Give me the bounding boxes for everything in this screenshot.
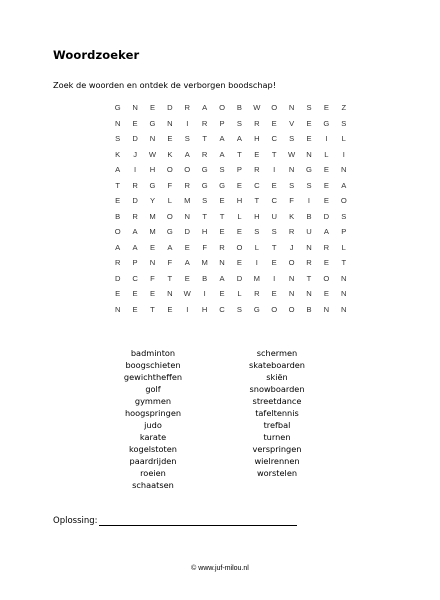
grid-cell[interactable]: E — [306, 134, 312, 143]
grid-cell[interactable]: N — [306, 289, 312, 298]
word-list-item: schermen — [256, 348, 298, 358]
grid-cell[interactable]: N — [306, 149, 312, 159]
grid-cell[interactable]: E — [167, 134, 173, 143]
grid-cell[interactable]: N — [288, 273, 295, 283]
grid-cell[interactable]: I — [273, 165, 276, 174]
grid-cell[interactable]: N — [149, 134, 156, 143]
grid-cell[interactable]: O — [219, 103, 225, 112]
word-list-item: verspringen — [252, 444, 302, 454]
grid-cell[interactable]: I — [342, 149, 345, 159]
grid-cell[interactable]: R — [201, 149, 208, 159]
grid-cell[interactable]: M — [149, 211, 156, 221]
grid-cell[interactable]: J — [133, 149, 137, 159]
grid-cell[interactable]: A — [236, 134, 242, 143]
grid-cell[interactable]: W — [183, 289, 191, 298]
grid-cell[interactable]: E — [323, 103, 329, 112]
grid-cell[interactable]: R — [323, 242, 330, 252]
grid-cell[interactable]: E — [323, 258, 329, 267]
grid-cell[interactable]: O — [340, 196, 347, 205]
grid-cell[interactable]: E — [115, 289, 121, 298]
grid-cell[interactable]: W — [148, 149, 157, 159]
grid-cell[interactable]: G — [219, 180, 225, 190]
footer-copyright: © www.juf-milou.nl — [191, 565, 249, 572]
grid-cell[interactable]: N — [341, 304, 347, 314]
grid-cell[interactable]: T — [341, 258, 347, 267]
word-list-item: paardrijden — [129, 456, 177, 466]
grid-cell[interactable]: T — [237, 149, 242, 159]
grid-cell[interactable]: E — [271, 118, 277, 128]
grid-cell[interactable]: U — [306, 227, 312, 236]
grid-cell[interactable]: I — [186, 118, 189, 128]
grid-cell[interactable]: N — [341, 165, 347, 174]
grid-cell[interactable]: T — [167, 273, 173, 283]
grid-cell[interactable]: I — [307, 196, 311, 205]
grid-cell[interactable]: G — [201, 180, 208, 190]
grid-cell[interactable]: O — [271, 304, 278, 314]
grid-cell[interactable]: L — [237, 211, 242, 221]
grid-cell[interactable]: P — [236, 165, 242, 174]
grid-cell[interactable]: E — [132, 289, 138, 298]
word-list-item: judo — [144, 420, 162, 430]
grid-cell[interactable]: O — [166, 211, 173, 221]
grid-cell[interactable]: C — [254, 180, 260, 190]
grid-cell[interactable]: E — [236, 227, 242, 236]
grid-cell[interactable]: T — [254, 196, 260, 205]
word-list-item: gewichtheffen — [123, 372, 183, 382]
grid-cell[interactable]: E — [184, 273, 190, 283]
grid-cell[interactable]: F — [202, 242, 207, 252]
grid-cell[interactable]: D — [184, 227, 190, 236]
grid-cell[interactable]: F — [289, 196, 294, 205]
grid-cell[interactable]: N — [341, 289, 347, 298]
grid-cell[interactable]: A — [219, 134, 225, 143]
grid-cell[interactable]: B — [236, 103, 242, 112]
grid-cell[interactable]: S — [236, 304, 242, 314]
grid-cell[interactable]: A — [132, 242, 138, 252]
grid-cell[interactable]: N — [167, 118, 173, 128]
grid-cell[interactable]: S — [271, 227, 277, 236]
grid-cell[interactable]: A — [323, 227, 329, 236]
grid-cell[interactable]: H — [149, 165, 156, 174]
grid-cell[interactable]: N — [288, 103, 295, 112]
grid-cell[interactable]: A — [219, 273, 225, 283]
grid-cell[interactable]: E — [271, 258, 277, 267]
grid-cell[interactable]: T — [150, 304, 155, 314]
grid-cell[interactable]: A — [115, 165, 121, 174]
grid-cell[interactable]: E — [115, 196, 121, 205]
word-search-grid — [109, 100, 352, 317]
grid-cell[interactable]: M — [253, 273, 260, 283]
grid-cell[interactable]: E — [149, 103, 156, 112]
grid-cell[interactable]: L — [254, 242, 259, 252]
word-list-right — [227, 347, 327, 479]
word-list-item: kogelstoten — [129, 444, 177, 454]
grid-cell[interactable]: O — [114, 227, 121, 236]
grid-cell[interactable]: S — [341, 118, 347, 128]
grid-cell[interactable]: O — [323, 273, 330, 283]
grid-cell[interactable]: L — [167, 196, 172, 205]
grid-cell[interactable]: N — [341, 273, 347, 283]
grid-cell[interactable]: A — [167, 242, 173, 252]
grid-cell[interactable]: I — [134, 165, 137, 174]
page-title: Woordzoeker — [53, 48, 140, 62]
grid-cell[interactable]: E — [149, 242, 156, 252]
grid-cell[interactable]: E — [306, 118, 312, 128]
grid-cell[interactable]: R — [254, 289, 260, 298]
grid-cell[interactable]: O — [184, 165, 191, 174]
grid-cell[interactable]: T — [271, 149, 277, 159]
grid-cell[interactable]: T — [271, 242, 277, 252]
word-list-item: snowboarden — [249, 384, 305, 394]
grid-cell[interactable]: E — [271, 180, 277, 190]
grid-cell[interactable]: A — [341, 180, 347, 190]
word-list-item: streetdance — [252, 396, 302, 406]
grid-cell[interactable]: C — [219, 304, 225, 314]
grid-cell[interactable]: M — [149, 227, 156, 236]
grid-cell[interactable]: H — [254, 211, 260, 221]
grid-cell[interactable]: G — [323, 118, 330, 128]
grid-cell[interactable]: P — [219, 118, 225, 128]
grid-cell[interactable]: D — [236, 273, 243, 283]
grid-cell[interactable]: K — [167, 149, 173, 159]
grid-cell[interactable]: H — [201, 304, 208, 314]
grid-cell[interactable]: N — [114, 304, 121, 314]
grid-cell[interactable]: N — [114, 118, 121, 128]
grid-cell[interactable]: G — [166, 227, 173, 236]
grid-cell[interactable]: N — [306, 242, 312, 252]
grid-cell[interactable]: S — [184, 134, 190, 143]
grid-cell[interactable]: T — [202, 211, 207, 221]
grid-cell[interactable]: E — [271, 289, 277, 298]
grid-cell[interactable]: I — [186, 304, 189, 314]
grid-cell[interactable]: N — [323, 304, 330, 314]
grid-cell[interactable]: S — [254, 227, 260, 236]
word-list-item: skiën — [266, 372, 288, 382]
grid-cell[interactable]: C — [271, 196, 277, 205]
grid-cell[interactable]: A — [132, 227, 138, 236]
grid-cell[interactable]: D — [132, 134, 138, 143]
word-list-item: karate — [139, 432, 167, 442]
instruction-text: Zoek de woorden en ontdek de verborgen boodschap! — [53, 80, 277, 90]
grid-cell[interactable]: C — [271, 134, 277, 143]
word-list-item: wielrennen — [254, 456, 300, 466]
grid-cell[interactable]: O — [288, 258, 295, 267]
grid-cell[interactable]: M — [201, 258, 208, 267]
grid-cell[interactable]: I — [203, 289, 206, 298]
grid-cell[interactable]: R — [254, 118, 260, 128]
grid-cell[interactable]: J — [289, 242, 294, 252]
grid-cell[interactable]: S — [289, 134, 295, 143]
grid-cell[interactable]: E — [219, 289, 225, 298]
word-list-item: roeien — [140, 468, 166, 478]
grid-cell[interactable]: R — [184, 103, 190, 112]
grid-cell[interactable]: A — [219, 149, 225, 159]
grid-cell[interactable]: E — [167, 304, 173, 314]
grid-cell[interactable]: N — [288, 165, 295, 174]
word-list-item: trefbal — [263, 420, 291, 430]
grid-cell[interactable]: P — [132, 258, 138, 267]
grid-cell[interactable]: A — [202, 103, 208, 112]
grid-cell[interactable]: R — [219, 242, 225, 252]
grid-cell[interactable]: S — [341, 211, 347, 221]
grid-cell[interactable]: H — [254, 134, 260, 143]
grid-cell[interactable]: E — [184, 242, 190, 252]
grid-cell[interactable]: R — [201, 118, 208, 128]
grid-cell[interactable]: S — [306, 180, 312, 190]
word-list-item: turnen — [263, 432, 291, 442]
grid-cell[interactable]: B — [306, 211, 312, 221]
grid-cell[interactable]: N — [288, 289, 295, 298]
grid-cell[interactable]: E — [236, 258, 242, 267]
grid-cell[interactable]: N — [184, 211, 190, 221]
grid-cell[interactable]: E — [254, 149, 260, 159]
solution-label: Oplossing: — [53, 516, 98, 526]
grid-cell[interactable]: E — [132, 118, 138, 128]
grid-cell[interactable]: E — [149, 289, 156, 298]
grid-cell[interactable]: H — [236, 196, 243, 205]
grid-cell[interactable]: Y — [149, 196, 156, 205]
grid-cell[interactable]: W — [288, 149, 296, 159]
grid-cell[interactable]: G — [149, 180, 156, 190]
grid-cell[interactable]: D — [167, 103, 173, 112]
grid-cell[interactable]: R — [184, 180, 190, 190]
grid-cell[interactable]: S — [115, 134, 121, 143]
grid-cell[interactable]: S — [236, 118, 242, 128]
grid-cell[interactable]: E — [323, 165, 329, 174]
grid-cell[interactable]: S — [202, 196, 208, 205]
solution-answer-line[interactable] — [99, 515, 297, 526]
grid-cell[interactable]: G — [306, 165, 312, 174]
grid-cell[interactable]: G — [149, 118, 156, 128]
grid-cell[interactable]: D — [132, 196, 138, 205]
grid-cell[interactable]: G — [253, 304, 260, 314]
grid-cell[interactable]: S — [289, 180, 295, 190]
grid-cell[interactable]: T — [202, 134, 207, 143]
grid-cell[interactable]: R — [254, 165, 260, 174]
word-list-item: hoogspringen — [124, 408, 182, 418]
grid-cell[interactable]: T — [219, 211, 225, 221]
grid-cell[interactable]: R — [132, 180, 138, 190]
grid-cell[interactable]: E — [132, 304, 138, 314]
grid-cell[interactable]: Z — [341, 103, 347, 112]
grid-cell[interactable]: G — [114, 103, 121, 112]
grid-cell[interactable]: B — [202, 273, 208, 283]
grid-cell[interactable]: N — [167, 289, 173, 298]
grid-cell[interactable]: F — [150, 273, 155, 283]
grid-cell[interactable]: E — [323, 289, 329, 298]
grid-cell[interactable]: D — [114, 273, 121, 283]
grid-cell[interactable]: R — [114, 258, 121, 267]
grid-cell[interactable]: O — [236, 242, 243, 252]
grid-cell[interactable]: K — [115, 149, 121, 159]
word-list-left — [103, 347, 203, 491]
grid-cell[interactable]: O — [166, 165, 173, 174]
grid-cell[interactable]: W — [253, 103, 261, 112]
grid-cell[interactable]: I — [273, 273, 276, 283]
grid-cell[interactable]: L — [341, 242, 346, 252]
grid-cell[interactable]: I — [325, 134, 328, 143]
grid-cell[interactable]: M — [184, 196, 191, 205]
grid-cell[interactable]: E — [219, 196, 225, 205]
grid-cell[interactable]: R — [288, 227, 295, 236]
word-list-item: tafeltennis — [255, 408, 299, 418]
grid-cell[interactable]: N — [219, 258, 225, 267]
grid-cell[interactable]: A — [115, 242, 121, 252]
grid-cell[interactable]: P — [341, 227, 347, 236]
grid-cell[interactable]: G — [201, 165, 208, 174]
grid-cell[interactable]: N — [149, 258, 156, 267]
grid-cell[interactable]: A — [184, 149, 190, 159]
grid-cell[interactable]: C — [132, 273, 138, 283]
grid-cell[interactable]: E — [219, 227, 225, 236]
grid-cell[interactable]: A — [184, 258, 190, 267]
grid-cell[interactable]: S — [306, 103, 312, 112]
grid-cell[interactable]: V — [289, 118, 295, 128]
grid-cell[interactable]: B — [115, 211, 121, 221]
grid-cell[interactable]: E — [323, 180, 329, 190]
grid-cell[interactable]: L — [341, 134, 346, 143]
grid-cell[interactable]: O — [288, 304, 295, 314]
grid-cell[interactable]: K — [289, 211, 295, 221]
word-list-item: boogschieten — [125, 360, 181, 370]
grid-cell[interactable]: S — [219, 165, 225, 174]
grid-cell[interactable]: D — [323, 211, 330, 221]
word-list-item: worstelen — [256, 468, 298, 478]
grid-cell[interactable]: F — [167, 258, 173, 267]
grid-cell[interactable]: E — [323, 196, 329, 205]
grid-cell[interactable]: O — [271, 103, 278, 112]
grid-cell[interactable]: L — [237, 289, 242, 298]
grid-cell[interactable]: F — [167, 180, 173, 190]
word-list-item: schaatsen — [132, 480, 174, 490]
grid-cell[interactable]: T — [306, 273, 312, 283]
grid-cell[interactable]: U — [271, 211, 277, 221]
word-list-item: skateboarden — [249, 360, 305, 370]
grid-cell[interactable]: T — [115, 180, 121, 190]
grid-cell[interactable]: H — [201, 227, 208, 236]
grid-cell[interactable]: B — [306, 304, 312, 314]
solution-row — [53, 515, 297, 526]
grid-cell[interactable]: I — [255, 258, 258, 267]
word-list-item: gymmen — [134, 396, 172, 406]
grid-cell[interactable]: N — [132, 103, 138, 112]
word-list-item: golf — [145, 384, 161, 394]
grid-cell[interactable]: R — [306, 258, 312, 267]
grid-cell[interactable]: E — [236, 180, 242, 190]
word-list-item: badminton — [130, 348, 176, 358]
grid-cell[interactable]: L — [324, 149, 329, 159]
grid-cell[interactable]: R — [132, 211, 138, 221]
